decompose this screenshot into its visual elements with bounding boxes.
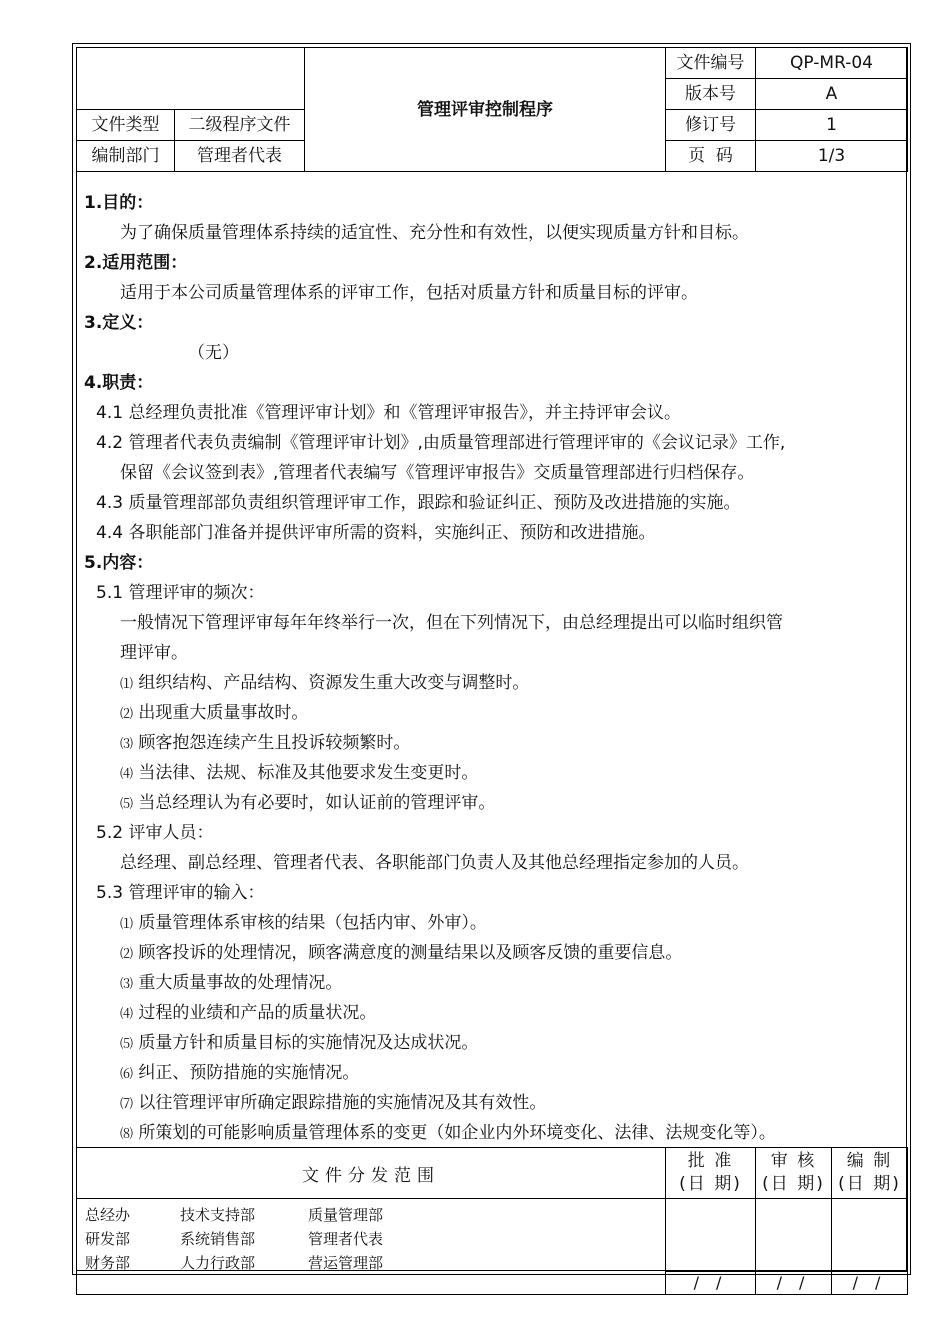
section-heading: 4.职责： bbox=[84, 373, 154, 393]
list-number: ⑴ bbox=[120, 917, 134, 932]
list-item bbox=[84, 1028, 899, 1058]
paragraph: 理评审。 bbox=[120, 643, 188, 663]
list-item bbox=[84, 788, 899, 818]
department-list bbox=[77, 1199, 666, 1295]
review-header bbox=[756, 1148, 832, 1199]
paragraph: 保留《会议签到表》,管理者代表编写《管理评审报告》交质量管理部进行归档保存。 bbox=[120, 463, 755, 483]
revision-label: 修订号 bbox=[666, 110, 756, 141]
list-item bbox=[84, 968, 899, 998]
list-item bbox=[84, 758, 899, 788]
list-text: 纠正、预防措施的实施情况。 bbox=[138, 1063, 360, 1083]
subsection-heading: 5.3 管理评审的输入： bbox=[96, 883, 265, 903]
page-label: 页 码 bbox=[666, 141, 756, 172]
list-text: 以往管理评审所确定跟踪措施的实施情况及其有效性。 bbox=[138, 1093, 547, 1113]
paragraph: 一般情况下管理评审每年年终举行一次，但在下列情况下，由总经理提出可以临时组织管 bbox=[120, 613, 783, 633]
approve-label: 批 准 bbox=[687, 1151, 734, 1171]
document-body bbox=[84, 188, 899, 1148]
list-item bbox=[84, 1088, 899, 1118]
approve-date: / / bbox=[666, 1271, 755, 1294]
list-text: 组织结构、产品结构、资源发生重大改变与调整时。 bbox=[138, 673, 530, 693]
list-number: ⑺ bbox=[120, 1097, 134, 1112]
review-date: / / bbox=[756, 1271, 831, 1294]
list-number: ⑸ bbox=[120, 797, 134, 812]
compile-date-label: (日 期) bbox=[838, 1174, 901, 1194]
list-number: ⑷ bbox=[120, 767, 134, 782]
subsection-heading: 5.2 评审人员： bbox=[96, 823, 214, 843]
list-text: 重大质量事故的处理情况。 bbox=[138, 973, 343, 993]
list-number: ⑸ bbox=[120, 1037, 134, 1052]
paragraph: 总经理、副总经理、管理者代表、各职能部门负责人及其他总经理指定参加的人员。 bbox=[120, 853, 749, 873]
department-name: 人力行政部 bbox=[180, 1254, 256, 1272]
paragraph: 为了确保质量管理体系持续的适宜性、充分性和有效性，以便实现质量方针和目标。 bbox=[120, 223, 749, 243]
list-number: ⑵ bbox=[120, 707, 134, 722]
subsection-heading: 5.1 管理评审的频次： bbox=[96, 583, 265, 603]
file-type-value: 二级程序文件 bbox=[175, 110, 305, 141]
list-text: 顾客投诉的处理情况，顾客满意度的测量结果以及顾客反馈的重要信息。 bbox=[138, 943, 683, 963]
department-name: 系统销售部 bbox=[180, 1230, 256, 1248]
version-label: 版本号 bbox=[666, 79, 756, 110]
list-item bbox=[84, 728, 899, 758]
review-signature-box bbox=[756, 1199, 832, 1295]
dept-value: 管理者代表 bbox=[175, 141, 305, 172]
list-text: 过程的业绩和产品的质量状况。 bbox=[138, 1003, 377, 1023]
paragraph: （无） bbox=[188, 343, 239, 363]
document-header-table bbox=[76, 47, 908, 172]
department-name: 管理者代表 bbox=[308, 1230, 384, 1248]
list-number: ⑶ bbox=[120, 737, 134, 752]
approve-date-label: (日 期) bbox=[679, 1174, 742, 1194]
file-type-label: 文件类型 bbox=[77, 110, 175, 141]
list-item bbox=[84, 1118, 899, 1148]
list-text: 当总经理认为有必要时，如认证前的管理评审。 bbox=[138, 793, 496, 813]
paragraph: 4.4 各职能部门准备并提供评审所需的资料，实施纠正、预防和改进措施。 bbox=[96, 523, 656, 543]
section-heading: 2.适用范围： bbox=[84, 253, 188, 273]
paragraph: 4.2 管理者代表负责编制《管理评审计划》,由质量管理部进行管理评审的《会议记录》工作, bbox=[96, 433, 786, 453]
section-heading: 3.定义： bbox=[84, 313, 154, 333]
file-no-label: 文件编号 bbox=[666, 48, 756, 79]
compile-signature-box bbox=[832, 1199, 908, 1295]
list-number: ⑹ bbox=[120, 1067, 134, 1082]
department-name: 质量管理部 bbox=[308, 1206, 384, 1224]
list-number: ⑻ bbox=[120, 1127, 134, 1142]
list-number: ⑷ bbox=[120, 1007, 134, 1022]
list-text: 所策划的可能影响质量管理体系的变更（如企业内外环境变化、法律、法规变化等）。 bbox=[138, 1123, 776, 1143]
version-value: A bbox=[756, 79, 908, 110]
list-item bbox=[84, 1058, 899, 1088]
document-title: 管理评审控制程序 bbox=[305, 48, 666, 172]
compile-header bbox=[832, 1148, 908, 1199]
paragraph: 4.1 总经理负责批准《管理评审计划》和《管理评审报告》，并主持评审会议。 bbox=[96, 403, 681, 423]
list-text: 质量方针和质量目标的实施情况及达成状况。 bbox=[138, 1033, 479, 1053]
department-row bbox=[85, 1227, 665, 1251]
department-row bbox=[85, 1203, 665, 1227]
review-label: 审 核 bbox=[770, 1151, 817, 1171]
list-item bbox=[84, 998, 899, 1028]
page-value: 1/3 bbox=[756, 141, 908, 172]
distribution-title: 文件分发范围 bbox=[77, 1148, 666, 1199]
list-number: ⑵ bbox=[120, 947, 134, 962]
department-name: 研发部 bbox=[85, 1230, 131, 1248]
department-name: 财务部 bbox=[85, 1254, 131, 1272]
compile-date: / / bbox=[832, 1271, 907, 1294]
department-name: 技术支持部 bbox=[180, 1206, 256, 1224]
approve-signature-box bbox=[666, 1199, 756, 1295]
list-item bbox=[84, 908, 899, 938]
department-name: 营运管理部 bbox=[308, 1254, 384, 1272]
list-text: 出现重大质量事故时。 bbox=[138, 703, 309, 723]
department-row bbox=[85, 1251, 665, 1275]
file-no-value: QP-MR-04 bbox=[756, 48, 908, 79]
distribution-table bbox=[76, 1147, 908, 1295]
department-name: 总经办 bbox=[85, 1206, 131, 1224]
list-item bbox=[84, 938, 899, 968]
approve-header bbox=[666, 1148, 756, 1199]
list-number: ⑴ bbox=[120, 677, 134, 692]
paragraph: 适用于本公司质量管理体系的评审工作，包括对质量方针和质量目标的评审。 bbox=[120, 283, 698, 303]
section-heading: 5.内容： bbox=[84, 553, 154, 573]
list-text: 顾客抱怨连续产生且投诉较频繁时。 bbox=[138, 733, 411, 753]
header-blank-cell bbox=[77, 48, 305, 110]
list-item bbox=[84, 698, 899, 728]
list-text: 质量管理体系审核的结果（包括内审、外审）。 bbox=[138, 913, 487, 933]
list-number: ⑶ bbox=[120, 977, 134, 992]
paragraph: 4.3 质量管理部部负责组织管理评审工作，跟踪和验证纠正、预防及改进措施的实施。 bbox=[96, 493, 741, 513]
dept-label: 编制部门 bbox=[77, 141, 175, 172]
review-date-label: (日 期) bbox=[762, 1174, 825, 1194]
section-heading: 1.目的： bbox=[84, 193, 154, 213]
compile-label: 编 制 bbox=[846, 1151, 893, 1171]
list-text: 当法律、法规、标准及其他要求发生变更时。 bbox=[138, 763, 479, 783]
list-item bbox=[84, 668, 899, 698]
revision-value: 1 bbox=[756, 110, 908, 141]
